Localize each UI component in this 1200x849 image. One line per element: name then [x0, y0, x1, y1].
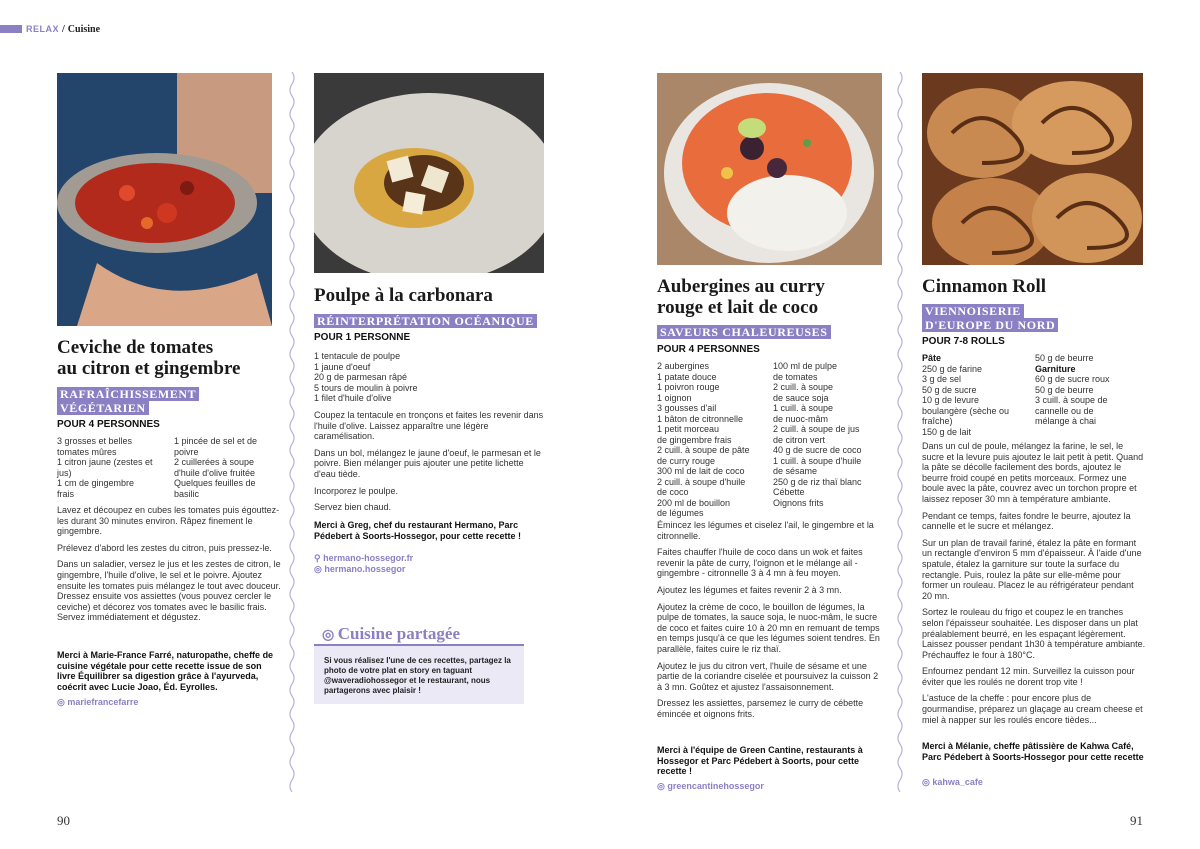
running-header [0, 22, 100, 36]
recipe4-ingredients-left: Pâte 250 g de farine 3 g de sel 50 g de sucre 10 g de levure boulangère (sèche ou fraîche) 150 g de lait [922, 353, 1010, 437]
recipe1-title: Ceviche de tomates au citron et gingembre [57, 337, 241, 379]
recipe3-ingredients-left: 2 aubergines 1 patate douce 1 poivron rouge 1 oignon 3 gousses d'ail 1 bâton de citronnelle 1 petit morceau de gingembre frais 2 cuill. à soupe de pâte de curry rouge 300 ml de lait de coco 2 cuill. à soupe d'huile de coco 200 ml de bouillon de légumes [657, 361, 750, 518]
poulpe-photo [314, 73, 544, 273]
recipe2-instagram[interactable]: ◎ hermano.hossegor [314, 564, 406, 574]
recipe1-steps: Lavez et découpez en cubes les tomates puis égouttez-les durant 30 minutes environ. Râpez finement le gingembre. Prélevez d'abord les zestes du citron, puis pressez-le. Dans un saladier, versez le jus et les zestes de citron, le gingembre, l'huile d'olive, le sel et le poivre. Ajoutez ensuite les tomates puis mélangez le tout avec douceur. Dressez ensuite vos assiettes (vous pouvez cercler le ceviche) et décorez vos tomates avec le basilic frais. Servez immédiatement et dégustez. [57, 505, 281, 623]
ceviche-photo [57, 73, 272, 326]
recipe3-thanks: Merci à l'équipe de Green Cantine, restaurants à Hossegor et Parc Pédebert à Soorts, pour cette recette ! [657, 745, 863, 777]
share-title: ◎ Cuisine partagée [322, 624, 461, 643]
recipe1-thanks: Merci à Marie-France Farré, naturopathe, cheffe de cuisine végétale pour cette recette issue de son livre Équilibrer sa digestion grâce à l'ayurveda, coécrit avec Lucie Joao, Éd. Eyrolles. [57, 650, 274, 692]
recipe2-website[interactable]: ⚲ hermano-hossegor.fr [314, 553, 414, 563]
recipe4-instagram[interactable]: ◎ kahwa_cafe [922, 777, 983, 787]
recipe1-serves: POUR 4 PERSONNES [57, 419, 160, 430]
header-subsection: Cuisine [67, 23, 101, 35]
page-number-left: 90 [57, 813, 70, 828]
header-separator: / [62, 23, 65, 35]
recipe3-ingredients-right: 100 ml de pulpe de tomates 2 cuill. à soupe de sauce soja 1 cuill. à soupe de nuoc-mâm 2 cuill. à soupe de jus de citron vert 40 g de sucre de coco 1 cuill. à soupe d'huile de sésame 250 g de riz thaï blanc Cébette Oignons frits [773, 361, 862, 508]
instagram-icon: ◎ [314, 564, 325, 574]
recipe1-instagram[interactable]: ◎ mariefrancefarre [57, 697, 139, 707]
recipe2-serves: POUR 1 PERSONNE [314, 332, 411, 343]
instagram-icon: ◎ [657, 781, 668, 791]
recipe4-tag: VIENNOISERIE D'EUROPE DU NORD [922, 304, 1058, 332]
cinnamon-roll-photo [922, 73, 1143, 265]
recipe1-tag: RAFRAÎCHISSEMENT VÉGÉTARIEN [57, 387, 199, 415]
header-section: RELAX [26, 24, 60, 34]
recipe2-steps: Coupez la tentacule en tronçons et faites les revenir dans l'huile d'olive. Laissez apparaître une légère caramélisation. Dans un bol, mélangez le jaune d'oeuf, le parmesan et le poivre. Bien mélanger puis ajouter une petite lichette d'eau tiède. Incorporez le poulpe. Servez bien chaud. [314, 410, 544, 513]
recipe1-ingredients-left: 3 grosses et belles tomates mûres 1 citron jaune (zestes et jus) 1 cm de gingembre frais [57, 436, 153, 499]
column-divider [895, 72, 905, 792]
recipe2-tag: RÉINTERPRÉTATION OCÉANIQUE [314, 314, 537, 328]
instagram-icon: ◎ [322, 628, 338, 643]
recipe4-serves: POUR 7-8 ROLLS [922, 336, 1005, 347]
recipe4-title: Cinnamon Roll [922, 276, 1047, 297]
recipe2-thanks: Merci à Greg, chef du restaurant Hermano, Parc Pédebert à Soorts-Hossegor, pour cette recette ! [314, 520, 522, 541]
recipe3-steps: Émincez les légumes et ciselez l'ail, le gingembre et la citronnelle. Faites chauffer l'huile de coco dans un wok et faites revenir la pâte de curry, l'oignon et le mélange ail - gingembre - citronnelle 3 à 4 mn à feu moyen. Ajoutez les légumes et faites revenir 2 à 3 mn. Ajoutez la crème de coco, le bouillon de légumes, la pulpe de tomates, la sauce soja, le nuoc-mâm, le sucre de coco et faites cuire 10 à 20 mn en remuant de temps en temps jusqu'à ce que les légumes soient tendres. En parallèle, faites cuire le riz thaï. Ajoutez le jus du citron vert, l'huile de sésame et une partie de la coriandre ciselée et poursuivez la cuisson 2 à 3 mn. Goûtez et ajustez l'assaisonnement. Dressez les assiettes, parsemez le curry de cébette émincée et oignons frits. [657, 520, 880, 719]
recipe4-thanks: Merci à Mélanie, cheffe pâtissière de Kahwa Café, Parc Pédebert à Soorts-Hossegor pour cette recette [922, 741, 1144, 762]
recipe3-tag: SAVEURS CHALEUREUSES [657, 325, 831, 339]
instagram-icon: ◎ [922, 777, 933, 787]
recipe4-ingredients-right: 50 g de beurre Garniture 60 g de sucre roux 50 g de beurre 3 cuill. à soupe de cannelle ou de mélange à chai [1035, 353, 1110, 426]
recipe3-title: Aubergines au curry rouge et lait de coco [657, 276, 825, 318]
recipe2-ingredients: 1 tentacule de poulpe 1 jaune d'oeuf 20 g de parmesan râpé 5 tours de moulin à poivre 1 filet d'huile d'olive [314, 351, 418, 403]
page-number-right: 91 [1130, 813, 1143, 828]
recipe1-ingredients-right: 1 pincée de sel et de poivre 2 cuillerées à soupe d'huile d'olive fruitée Quelques feuilles de basilic [174, 436, 258, 499]
recipe3-serves: POUR 4 PERSONNES [657, 344, 760, 355]
header-bar [0, 25, 22, 33]
column-divider [287, 72, 297, 792]
recipe2-title: Poulpe à la carbonara [314, 285, 493, 306]
share-text: Si vous réalisez l'une de ces recettes, partagez la photo de votre plat en story en taguant @waveradiohossegor et le restaurant, nous partagerons avec plaisir ! [324, 656, 511, 695]
recipe3-instagram[interactable]: ◎ greencantinehossegor [657, 781, 764, 791]
recipe4-steps: Dans un cul de poule, mélangez la farine, le sel, le sucre et la levure puis ajoutez le lait petit à petit. Quand la pâte se décolle facilement des bords, ajoutez le beurre froid coupé en petits morceaux. Formez une boule avec la pâte, couvrez avec un torchon propre et laissez reposer 30 mn à température ambiante. Pendant ce temps, faites fondre le beurre, ajoutez la cannelle et le sucre et mélangez. Sur un plan de travail fariné, étalez la pâte en formant un rectangle d'environ 5 mm d'épaisseur. À l'aide d'une spatule, étalez la garniture sur toute la surface du rectangle. Puis, roulez la pâte sur elle-même pour former un rouleau. Placez le au réfrigérateur pendant 20 mn. Sortez le rouleau du frigo et coupez le en tranches selon l'épaisseur souhaitée. Les disposer dans un plat préalablement beurré, en les espaçant légèrement. Laissez pousser pendant 1h30 à température ambiante. Préchauffez le four à 180°C. Enfournez pendant 12 min. Surveillez la cuisson pour éviter que les roulés ne dorent trop vite ! L'astuce de la cheffe : pour encore plus de gourmandise, préparez un glaçage au cream cheese et miel à napper sur les roulés encore tièdes... [922, 441, 1146, 725]
curry-photo [657, 73, 882, 265]
instagram-icon: ◎ [57, 697, 68, 707]
location-pin-icon: ⚲ [314, 553, 324, 563]
